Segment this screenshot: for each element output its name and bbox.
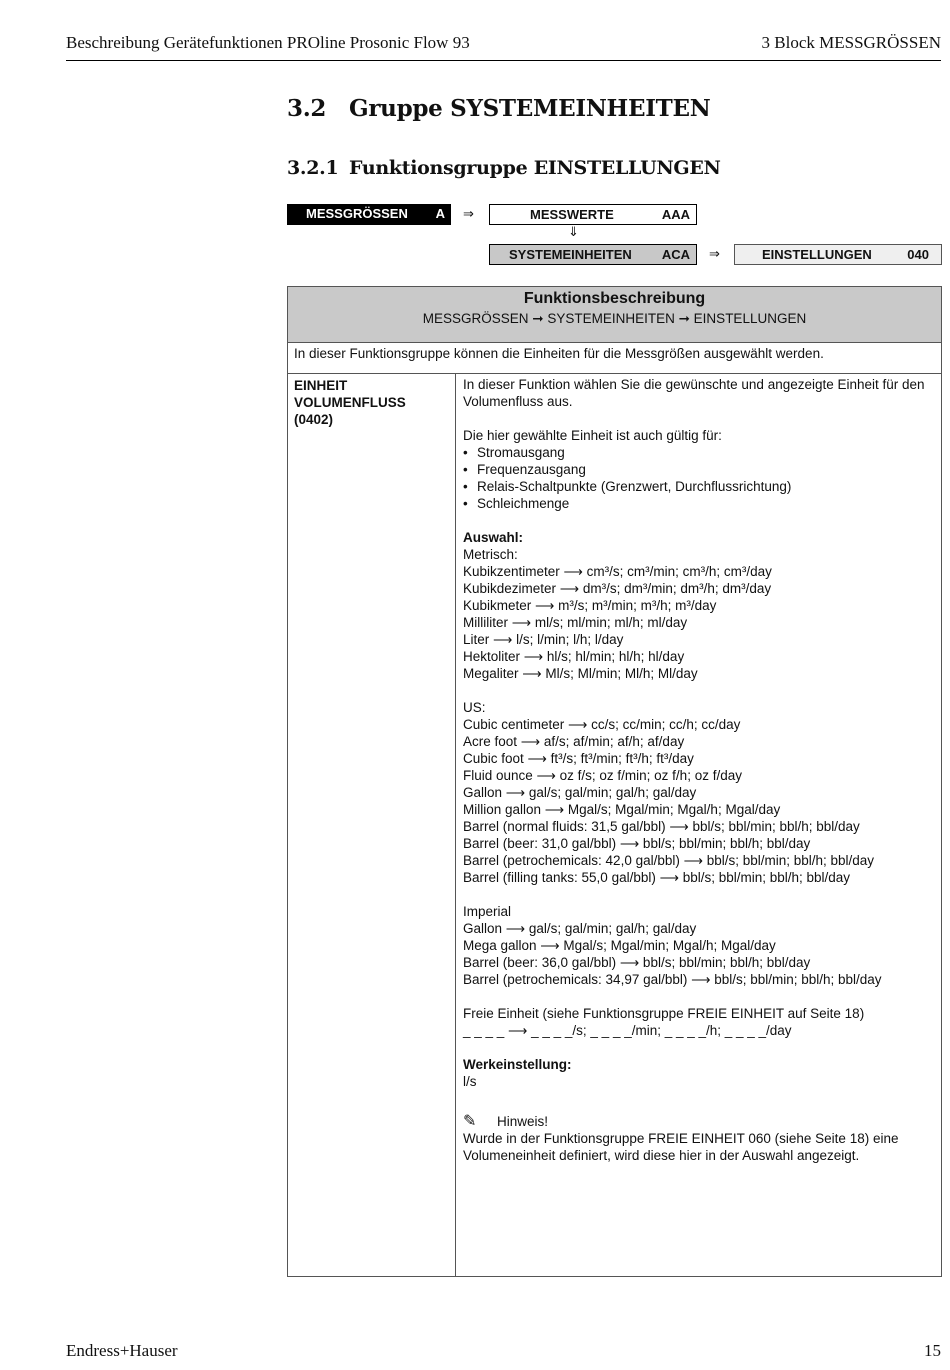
- unit-option: Barrel (petrochemicals: 42,0 gal/bbl) ⟶ bbl/s; bbl/min; bbl/h; bbl/day: [463, 853, 875, 868]
- free-unit-pattern: _ _ _ _ ⟶ _ _ _ _/s; _ _ _ _/min; _ _ _ _/h; _ _ _ _/day: [463, 1023, 792, 1038]
- header-chapter: 3 Block MESSGRÖSSEN: [761, 33, 941, 52]
- function-name-line: EINHEIT: [294, 378, 348, 393]
- table-intro: In dieser Funktionsgruppe können die Einheiten für die Messgrößen ausgewählt werden.: [288, 343, 941, 374]
- subsection-heading: [287, 157, 721, 179]
- valid-for-intro: Die hier gewählte Einheit ist auch gültig für:: [463, 428, 722, 443]
- page-number: 15: [924, 1341, 941, 1360]
- unit-option: Milliliter ⟶ ml/s; ml/min; ml/h; ml/day: [463, 615, 688, 630]
- table-title: Funktionsbeschreibung: [523, 290, 706, 307]
- pencil-icon: ✎: [463, 1113, 477, 1130]
- header-doc-title: Beschreibung Gerätefunktionen PROline Prosonic Flow 93: [66, 33, 470, 52]
- nav-subgroup-label: SYSTEMEINHEITEN: [509, 247, 632, 262]
- subsection-number: 3.2.1: [287, 157, 339, 179]
- nav-group-box: [489, 204, 697, 225]
- unit-option: Megaliter ⟶ Ml/s; Ml/min; Ml/h; Ml/day: [463, 666, 698, 681]
- function-name-cell: [288, 374, 456, 1276]
- function-name-line: VOLUMENFLUSS: [294, 395, 406, 410]
- nav-subgroup-code: ACA: [661, 247, 690, 262]
- page-header: [66, 31, 941, 61]
- unit-option: Kubikmeter ⟶ m³/s; m³/min; m³/h; m³/day: [463, 598, 717, 613]
- unit-option: Mega gallon ⟶ Mgal/s; Mgal/min; Mgal/h; Mgal/day: [463, 938, 776, 953]
- unit-option: Fluid ounce ⟶ oz f/s; oz f/min; oz f/h; oz f/day: [463, 768, 742, 783]
- list-item: • Stromausgang: [463, 444, 935, 461]
- arrow-down-icon: ⇓: [568, 224, 579, 239]
- nav-function-group-code: 040: [907, 247, 929, 262]
- function-table: [287, 286, 942, 1277]
- unit-option: Cubic foot ⟶ ft³/s; ft³/min; ft³/h; ft³/day: [463, 751, 694, 766]
- function-name-line: (0402): [294, 412, 334, 427]
- function-description-cell: [457, 374, 941, 1166]
- unit-option: Acre foot ⟶ af/s; af/min; af/h; af/day: [463, 734, 685, 749]
- unit-option: Cubic centimeter ⟶ cc/s; cc/min; cc/h; cc/day: [463, 717, 741, 732]
- unit-option: Kubikdezimeter ⟶ dm³/s; dm³/min; dm³/h; dm³/day: [463, 581, 772, 596]
- metric-label: Metrisch:: [463, 547, 518, 562]
- section-number: 3.2: [287, 95, 327, 122]
- subsection-title: Funktionsgruppe EINSTELLUNGEN: [349, 157, 721, 179]
- unit-option: Hektoliter ⟶ hl/s; hl/min; hl/h; hl/day: [463, 649, 685, 664]
- default-label: Werkeinstellung:: [463, 1057, 572, 1072]
- table-header: [288, 287, 941, 343]
- nav-block-box: [287, 204, 451, 225]
- free-unit-text: Freie Einheit (siehe Funktionsgruppe FREIE EINHEIT auf Seite 18): [463, 1006, 865, 1021]
- section-title: Gruppe SYSTEMEINHEITEN: [349, 95, 711, 122]
- list-item: • Schleichmenge: [463, 495, 935, 512]
- nav-block-label: MESSGRÖSSEN: [306, 206, 408, 221]
- default-value: l/s: [463, 1074, 477, 1089]
- section-heading: [287, 95, 710, 122]
- imperial-label: Imperial: [463, 904, 512, 919]
- nav-group-code: AAA: [661, 207, 690, 222]
- arrow-right-icon: ⇒: [463, 206, 474, 221]
- unit-option: Kubikzentimeter ⟶ cm³/s; cm³/min; cm³/h; cm³/day: [463, 564, 772, 579]
- selection-label: Auswahl:: [463, 530, 524, 545]
- unit-option: Barrel (beer: 31,0 gal/bbl) ⟶ bbl/s; bbl/min; bbl/h; bbl/day: [463, 836, 811, 851]
- description-text: In dieser Funktion wählen Sie die gewünschte und angezeigte Einheit für den Volumenfluss aus.: [463, 377, 925, 409]
- unit-option: Liter ⟶ l/s; l/min; l/h; l/day: [463, 632, 624, 647]
- list-item: • Relais-Schaltpunkte (Grenzwert, Durchflussrichtung): [463, 478, 935, 495]
- page-footer: [66, 1341, 941, 1361]
- nav-block-code: A: [435, 206, 445, 221]
- table-path: MESSGRÖSSEN ➞ SYSTEMEINHEITEN ➞ EINSTELLUNGEN: [422, 311, 807, 326]
- nav-subgroup-box: [489, 244, 697, 265]
- hint-label: Hinweis!: [497, 1114, 549, 1129]
- unit-option: Million gallon ⟶ Mgal/s; Mgal/min; Mgal/h; Mgal/day: [463, 802, 781, 817]
- us-label: US:: [463, 700, 486, 715]
- nav-function-group-label: EINSTELLUNGEN: [762, 247, 872, 262]
- unit-option: Gallon ⟶ gal/s; gal/min; gal/h; gal/day: [463, 921, 697, 936]
- hint-heading: [463, 1113, 935, 1130]
- hint-text: Wurde in der Funktionsgruppe FREIE EINHEIT 060 (siehe Seite 18) eine Volumeneinheit definiert, wird diese hier in der Auswahl angezeigt.: [463, 1131, 899, 1163]
- unit-option: Barrel (normal fluids: 31,5 gal/bbl) ⟶ bbl/s; bbl/min; bbl/h; bbl/day: [463, 819, 860, 834]
- nav-function-group-box: [734, 244, 942, 265]
- arrow-right-icon: ⇒: [709, 246, 720, 261]
- unit-option: Barrel (beer: 36,0 gal/bbl) ⟶ bbl/s; bbl/min; bbl/h; bbl/day: [463, 955, 811, 970]
- unit-option: Barrel (filling tanks: 55,0 gal/bbl) ⟶ bbl/s; bbl/min; bbl/h; bbl/day: [463, 870, 851, 885]
- nav-group-label: MESSWERTE: [530, 207, 614, 222]
- unit-option: Barrel (petrochemicals: 34,97 gal/bbl) ⟶ bbl/s; bbl/min; bbl/h; bbl/day: [463, 972, 882, 987]
- footer-brand: Endress+Hauser: [66, 1341, 178, 1360]
- list-item: • Frequenzausgang: [463, 461, 935, 478]
- unit-option: Gallon ⟶ gal/s; gal/min; gal/h; gal/day: [463, 785, 697, 800]
